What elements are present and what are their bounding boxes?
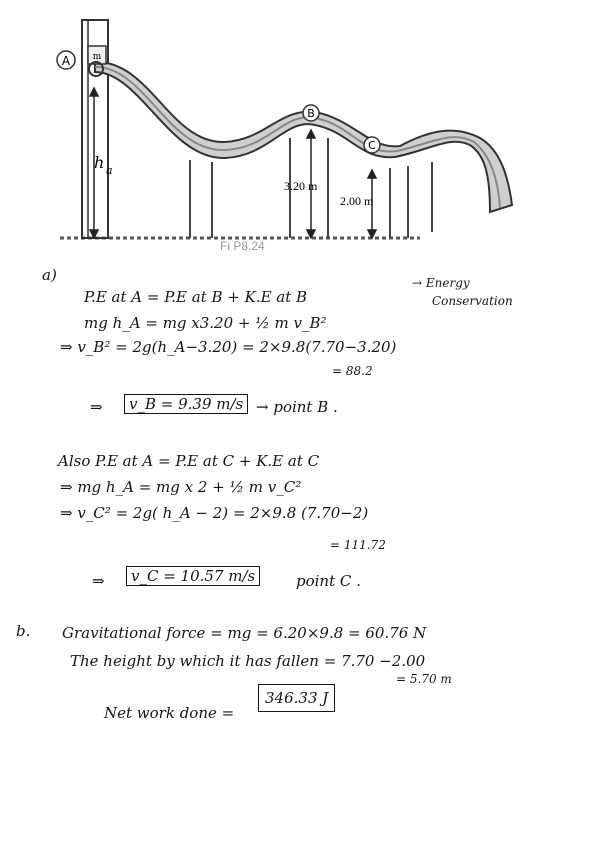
point-b-label: B: [307, 107, 315, 120]
equation-line-13: = 5.70 m: [396, 672, 452, 686]
conservation-note: Conservation: [432, 294, 513, 308]
equation-line-8: ⇒ v_C² = 2g( h_A − 2) = 2×9.8 (7.70−2): [60, 504, 369, 522]
dim-c-label: 2.00 m: [340, 194, 374, 208]
vb-arrow: ⇒: [90, 398, 103, 416]
vb-suffix: → point B .: [256, 398, 338, 416]
equation-line-4: = 88.2: [332, 364, 373, 378]
block-label: m: [92, 52, 102, 62]
energy-equation-line: P.E at A = P.E at B + K.E at B: [84, 288, 308, 306]
roller-coaster-figure: [0, 0, 612, 250]
equation-line-7: ⇒ mg h_A = mg x 2 + ½ m v_C²: [60, 478, 302, 496]
part-a-label: a): [42, 266, 57, 284]
work-label: Net work done =: [104, 704, 235, 722]
point-a-label: A: [61, 54, 71, 68]
vb-result: v_B = 9.39 m/s: [124, 394, 248, 414]
vc-suffix: point C .: [296, 572, 361, 590]
height-label: h: [94, 153, 105, 172]
equation-line-3: ⇒ v_B² = 2g(h_A−3.20) = 2×9.8(7.70−3.20): [60, 338, 397, 356]
energy-note: → Energy: [412, 276, 470, 290]
point-c-label: C: [368, 139, 376, 152]
work-result: 346.33 J: [258, 684, 335, 712]
equation-line-2: mg h_A = mg x3.20 + ½ m v_B²: [84, 314, 327, 332]
equation-line-9: = 111.72: [330, 538, 386, 552]
equation-line-11: Gravitational force = mg = 6.20×9.8 = 60.76 N: [62, 624, 427, 642]
figure-caption: Fi P8.24: [220, 239, 265, 250]
vc-result: v_C = 10.57 m/s: [126, 566, 260, 586]
equation-line-6: Also P.E at A = P.E at C + K.E at C: [58, 452, 320, 470]
equation-line-12: The height by which it has fallen = 7.70 −2.00: [70, 652, 426, 670]
part-b-label: b.: [16, 622, 31, 640]
height-subscript: a: [106, 164, 113, 177]
dim-b-label: 3.20 m: [284, 179, 318, 193]
vc-arrow: ⇒: [92, 572, 105, 590]
